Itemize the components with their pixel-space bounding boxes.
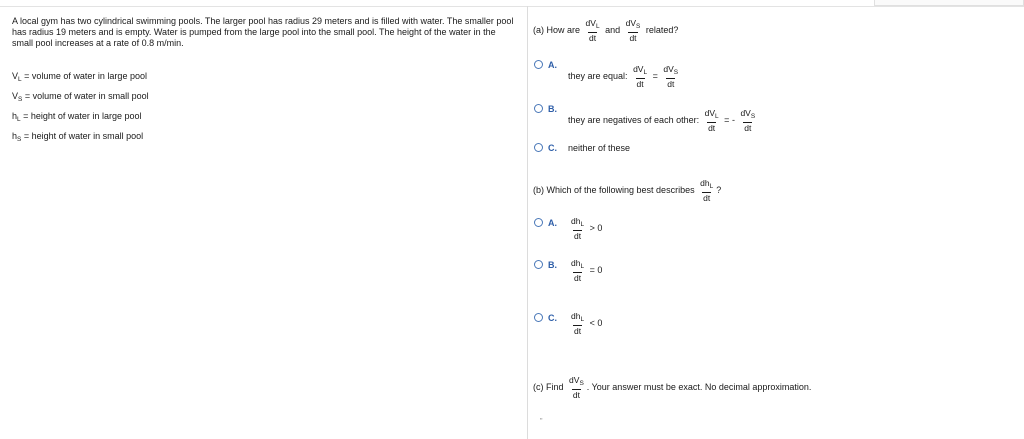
part-a-question: (a) How are $\frac{dV_L}{dt}$ and $\frac{dV_S}{dt}$ related? — [533, 18, 679, 43]
part-b-option-a-radio[interactable] — [534, 218, 543, 227]
part-b-question: (b) Which of the following best describes $\frac{dh_L}{dt}$ ? — [533, 178, 722, 203]
part-a-option-a-letter: A. — [548, 60, 557, 70]
fraction-dvl-dt: $\frac{dV_L}{dt}$ — [585, 18, 600, 43]
part-b-option-b-text: $\frac{dh_L}{dt}$ = 0 — [571, 258, 603, 283]
part-a-option-a-text: they are equal: $\frac{dV_L}{dt}$ = $\frac{dV_S}{dt}$ — [568, 64, 679, 89]
part-a-option-b-radio[interactable] — [534, 104, 543, 113]
part-b-option-c-letter: C. — [548, 313, 557, 323]
part-b-option-b-letter: B. — [548, 260, 557, 270]
part-b-option-c-text: $\frac{dh_L}{dt}$ < 0 — [571, 311, 603, 336]
definition-hl: $h_L$ = height of water in large pool — [12, 111, 142, 123]
part-a-option-b-letter: B. — [548, 104, 557, 114]
part-a-option-a-radio[interactable] — [534, 60, 543, 69]
part-a-option-c-radio[interactable] — [534, 143, 543, 152]
definition-vl: $V_L$ = volume of water in large pool — [12, 71, 147, 83]
part-b-option-a-text: $\frac{dh_L}{dt}$ > 0 — [571, 216, 603, 241]
definition-vs: $V_S$ = volume of water in small pool — [12, 91, 149, 103]
fraction-dvs-dt: $\frac{dV_S}{dt}$ — [625, 18, 641, 43]
fraction-dvs-dt-c: $\frac{dV_S}{dt}$ — [569, 375, 584, 400]
answer-pane — [528, 6, 1024, 439]
part-b-option-b-radio[interactable] — [534, 260, 543, 269]
part-a-option-b-text: they are negatives of each other: $\frac{dV_L}{dt}$ = - $\frac{dV_S}{dt}$ — [568, 108, 756, 133]
definition-hs: $h_S$ = height of water in small pool — [12, 131, 144, 143]
part-b-option-c-radio[interactable] — [534, 313, 543, 322]
part-b-option-a-letter: A. — [548, 218, 557, 228]
problem-pane — [0, 6, 528, 439]
problem-statement: A local gym has two cylindrical swimming pools. The larger pool has radius 29 meters and is filled with water. The smaller pool has radius 19 meters and is empty. Water is pumped from the large pool into the small pool. The height of the water in the small pool increases at a rate of 0.8 m/min. — [12, 16, 514, 48]
next-part-cutoff: " — [540, 418, 543, 425]
variable-definitions — [12, 68, 149, 148]
part-a-option-c-text: neither of these — [568, 143, 631, 153]
part-c-question: (c) Find $\frac{dV_S}{dt}$ . Your answer must be exact. No decimal approximation. — [533, 375, 812, 400]
part-a-option-c-letter: C. — [548, 143, 557, 153]
fraction-dhl-dt: $\frac{dh_L}{dt}$ — [700, 178, 714, 203]
